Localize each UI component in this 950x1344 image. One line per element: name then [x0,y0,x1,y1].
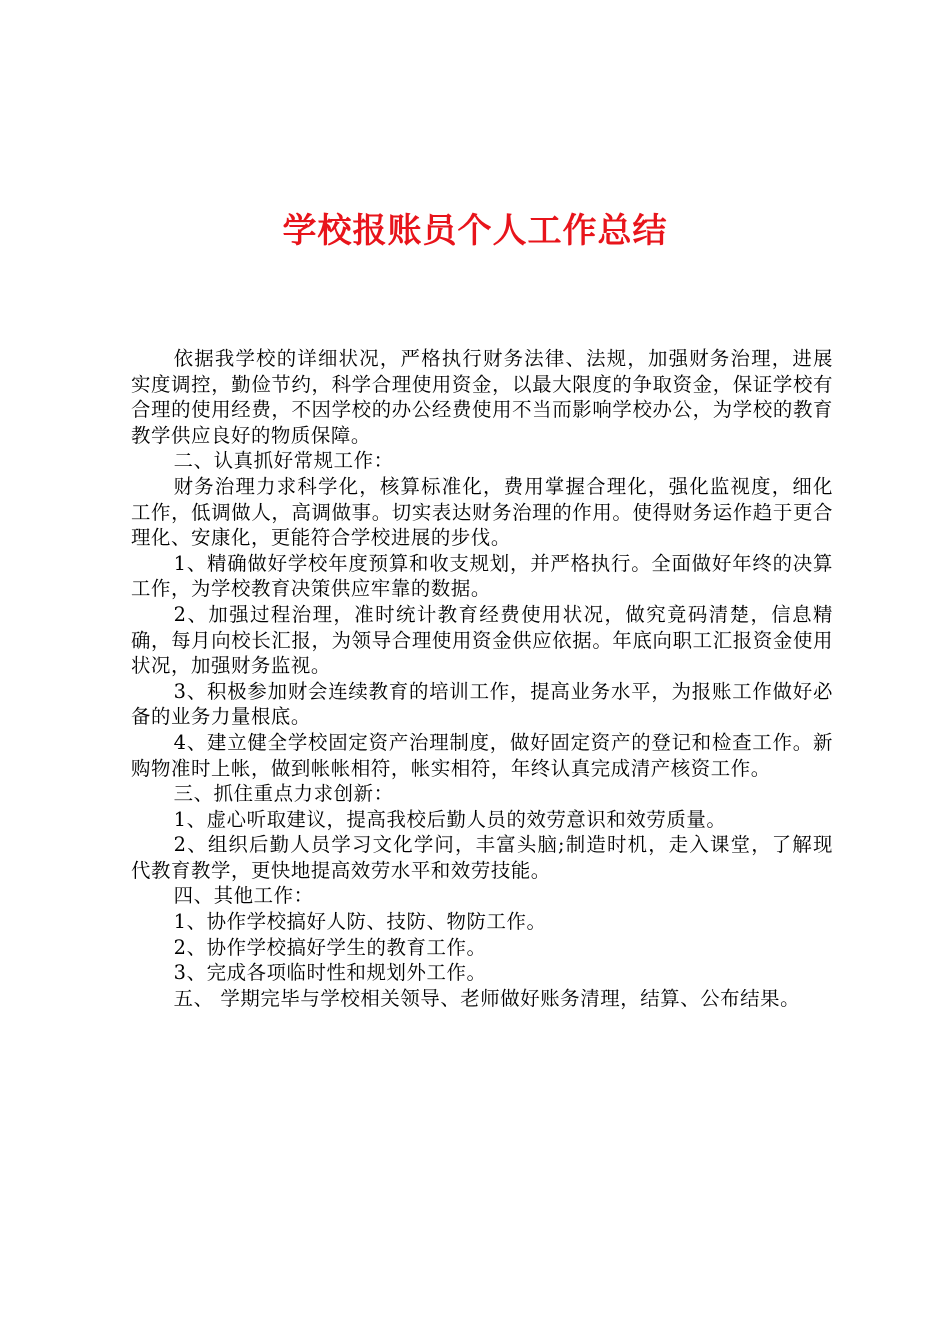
paragraph-section-5: 五、 学期完毕与学校相关领导、老师做好账务清理，结算、公布结果。 [173,986,801,1010]
paragraph-item-2: 2、加强过程治理，准时统计教育经费使用状况，做究竟码清楚，信息精确，每月向校长汇报，为领导合理使用资金供应依据。年底向职工汇报资金使用状况，加强财务监视。 [131,602,833,678]
heading-section-4: 四、其他工作： [173,884,314,908]
heading-section-2: 二、认真抓好常规工作： [173,449,394,473]
document-title: 学校报账员个人工作总结 [282,211,668,251]
paragraph-intro: 依据我学校的详细状况，严格执行财务法律、法规，加强财务治理，进展实度调控，勤俭节约，科学合理使用资金，以最大限度的争取资金，保证学校有合理的使用经费，不因学校的办公经费使用不当而影响学校办公，为学校的教育教学供应良好的物质保障。 [131,347,833,447]
paragraph-section-4-item-3: 3、完成各项临时性和规划外工作。 [173,961,487,985]
paragraph-section-3-item-2: 2、组织后勤人员学习文化学问，丰富头脑;制造时机，走入课堂，了解现代教育教学，更快地提高效劳水平和效劳技能。 [131,833,833,882]
paragraph-item-1: 1、精确做好学校年度预算和收支规划，并严格执行。全面做好年终的决算工作，为学校教育决策供应牢靠的数据。 [131,551,833,601]
document-body [131,346,833,1011]
paragraph-item-3: 3、积极参加财会连续教育的培训工作，提高业务水平，为报账工作做好必备的业务力量根底。 [131,679,833,729]
paragraph-section-4-item-2: 2、协作学校搞好学生的教育工作。 [173,935,487,959]
paragraph-section-3-item-1: 1、虚心听取建议，提高我校后勤人员的效劳意识和效劳质量。 [173,807,727,831]
paragraph-section-2-summary: 财务治理力求科学化，核算标准化，费用掌握合理化，强化监视度，细化工作，低调做人，高调做事。切实表达财务治理的作用。使得财务运作趋于更合理化、安康化，更能符合学校进展的步伐。 [131,474,833,550]
paragraph-item-4: 4、建立健全学校固定资产治理制度，做好固定资产的登记和检查工作。新购物准时上帐，做到帐帐相符，帐实相符，年终认真完成清产核资工作。 [131,730,833,780]
paragraph-section-4-item-1: 1、协作学校搞好人防、技防、物防工作。 [173,910,547,934]
heading-section-3: 三、抓住重点力求创新： [173,782,394,806]
